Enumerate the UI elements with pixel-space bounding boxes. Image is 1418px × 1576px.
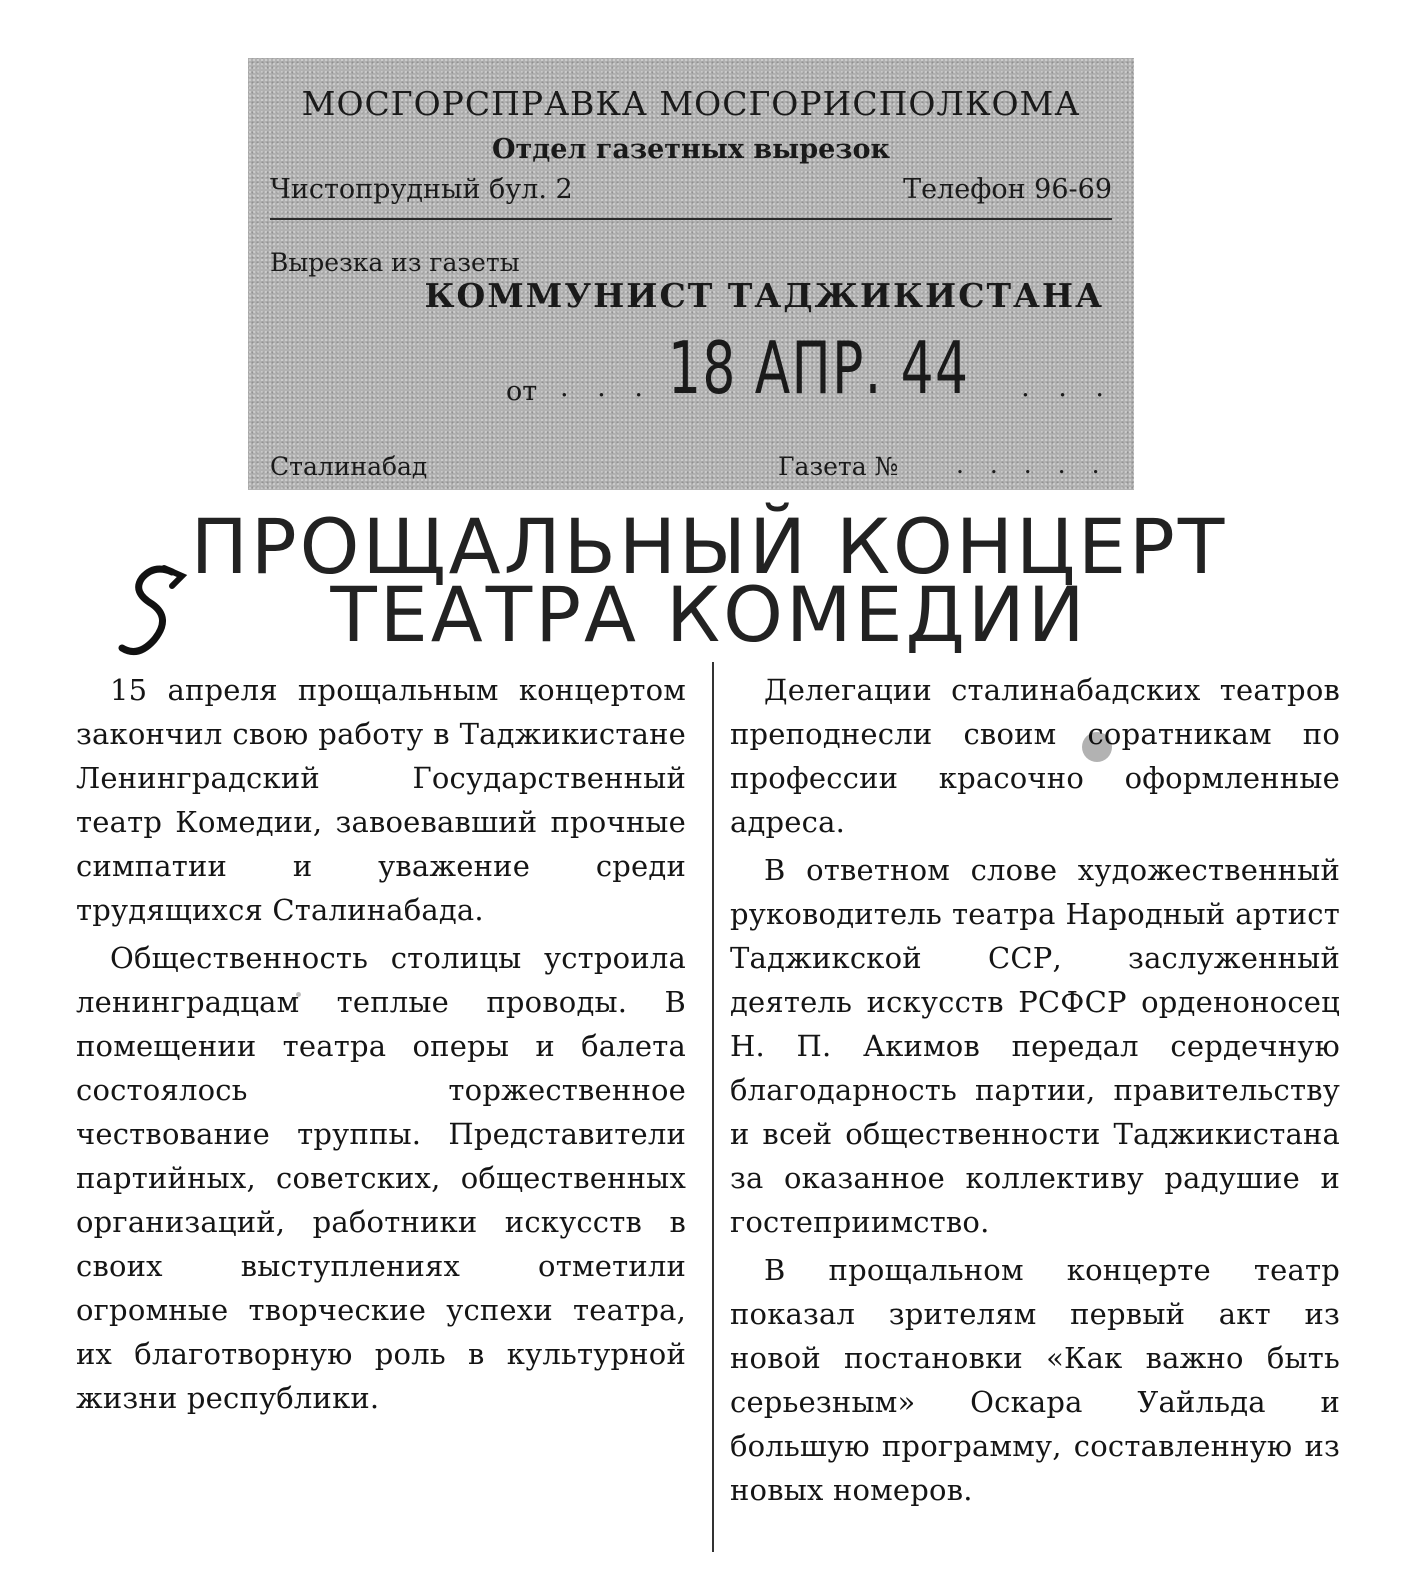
ink-speck (296, 992, 301, 997)
bureau-phone: Телефон 96-69 (903, 174, 1112, 205)
right-column (730, 668, 1340, 1516)
dot-leader: . . . (560, 372, 653, 403)
department-name: Отдел газетных вырезок (492, 134, 890, 165)
clipping-bureau-stamp (248, 58, 1134, 490)
dot-leader: . . . (1021, 372, 1114, 403)
date-prefix: от (506, 376, 538, 407)
headline-line-2: ТЕАТРА КОМЕДИИ (330, 570, 1088, 659)
clipping-from-label: Вырезка из газеты (270, 248, 520, 277)
paragraph: Общественность столицы устроила ленинградцам теплые проводы. В помещении театра оперы и балета состоялось торжественное чествование труппы. Представители партийных, советских, общественных организаций, работники искусств в своих выступлениях отметили огромные творческие успехи театра, их благотворную роль в культурной жизни республики. (76, 941, 686, 1415)
city-name: Сталинабад (270, 452, 428, 481)
dot-leader: . . . . . (956, 450, 1109, 479)
issue-date: 18 АПР. 44 (668, 326, 970, 410)
stamp-divider (270, 218, 1112, 220)
headline-line-1: ПРОЩАЛЬНЫЙ КОНЦЕРТ (190, 502, 1228, 591)
paragraph: Делегации сталинабадских театров преподнесли своим соратникам по профессии красочно оформленные адреса. (730, 673, 1340, 839)
newspaper-name: КОММУНИСТ ТАДЖИКИСТАНА (424, 276, 1104, 315)
left-column (76, 668, 686, 1424)
ink-blot (1082, 732, 1112, 762)
column-divider (712, 662, 714, 1552)
paragraph: В ответном слове художественный руководитель театра Народный артист Таджикской ССР, заслуженный деятель искусств РСФСР орденоносец Н. П. Акимов передал сердечную благодарность партии, правительству и всей общественности Таджикистана за оказанное коллективу радушие и гостеприимство. (730, 853, 1340, 1239)
bureau-address: Чистопрудный бул. 2 (270, 174, 573, 205)
handwritten-mark-icon (102, 560, 192, 670)
paragraph: В прощальном концерте театр показал зрителям первый акт из новой постановки «Как важно быть серьезным» Оскара Уайльда и большую программу, составленную из новых номеров. (730, 1253, 1340, 1507)
bureau-name: МОСГОРСПРАВКА МОСГОРИСПОЛКОМА (301, 84, 1081, 123)
paragraph: 15 апреля прощальным концертом закончил свою работу в Таджикистане Ленинградский Государственный театр Комедии, завоевавший прочные симпатии и уважение среди трудящихся Сталинабада. (76, 673, 686, 927)
issue-number-label: Газета № (778, 452, 899, 481)
